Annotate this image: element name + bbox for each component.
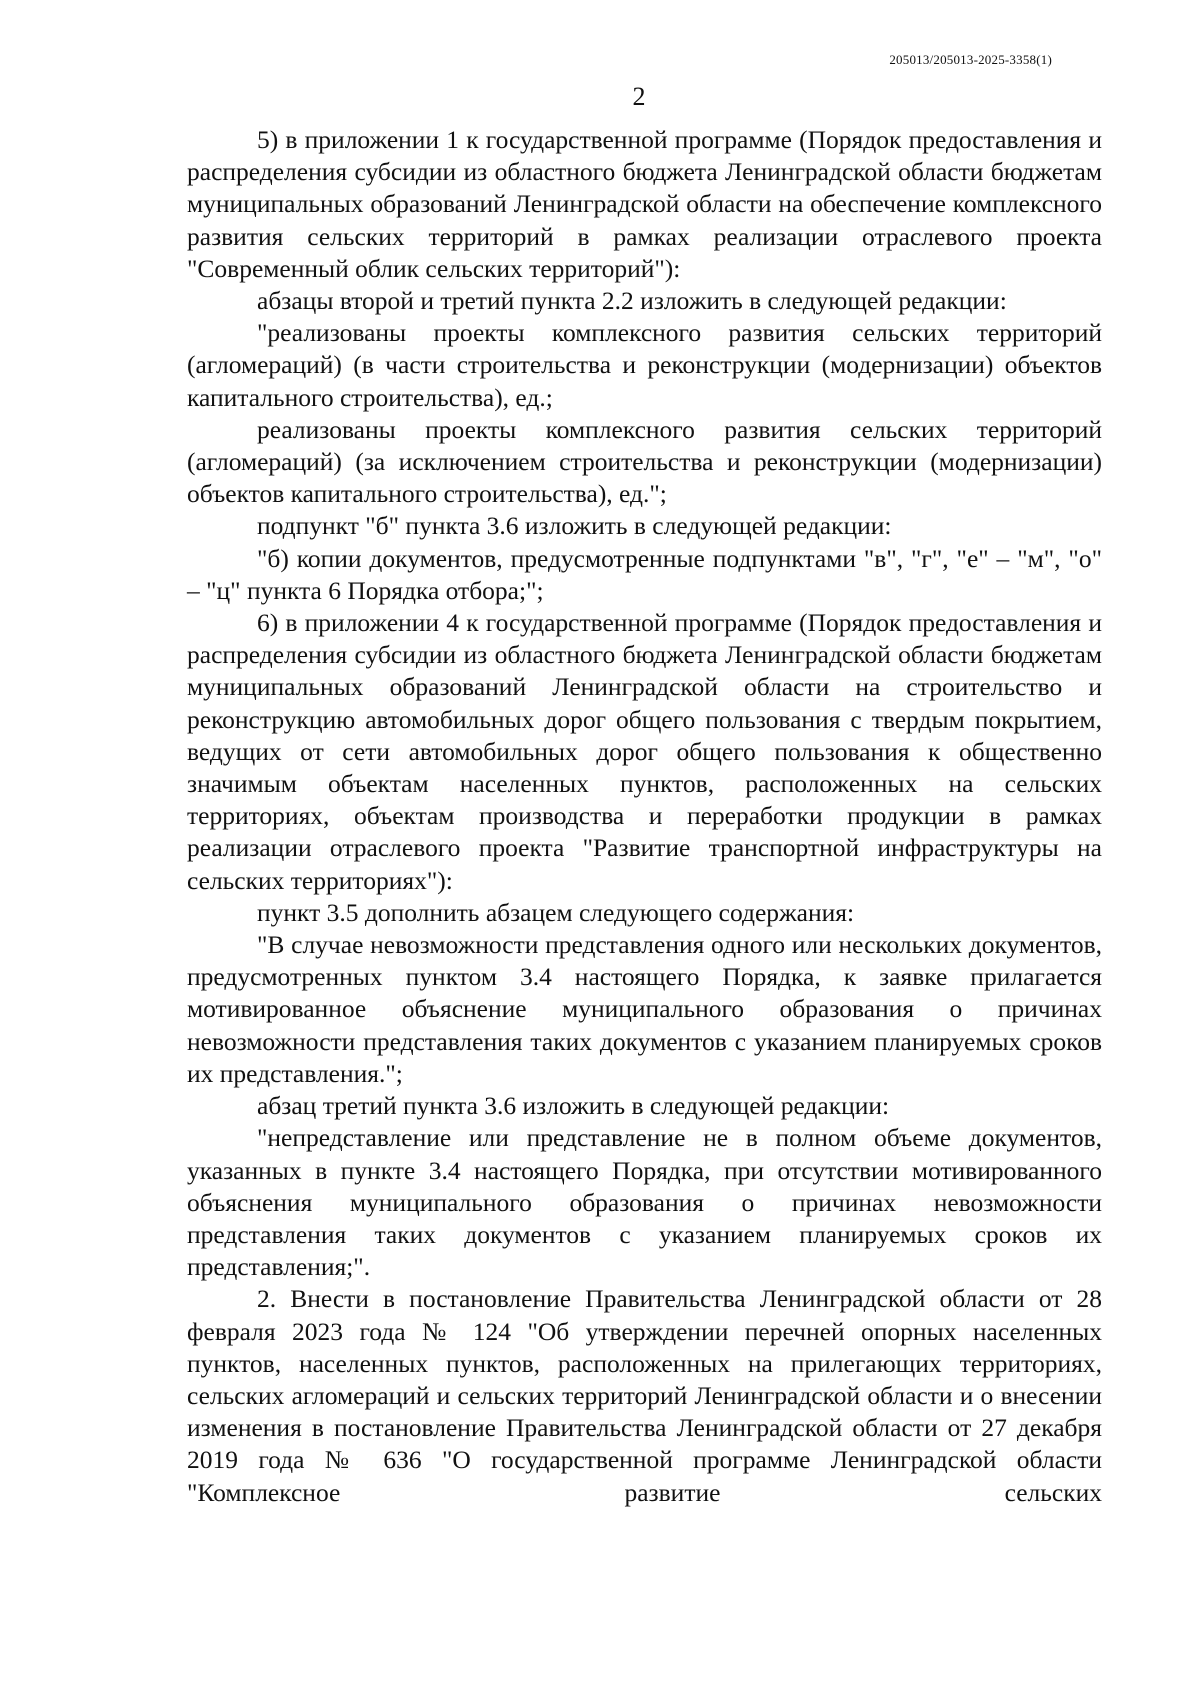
paragraph-quoted-text: реализованы проекты комплексного развития сельских территорий (агломераций) (за исключением строительства и реконструкции (модернизации) объектов капитального строительства), ед."; xyxy=(187,414,1102,509)
page-number: 2 xyxy=(632,82,646,111)
paragraph-point-3-5: пункт 3.5 дополнить абзацем следующего содержания: xyxy=(257,897,855,927)
paragraph-paragraphs-2-2: абзацы второй и третий пункта 2.2 изложить в следующей редакции: xyxy=(257,286,1007,316)
paragraph-quoted-text: "непредставление или представление не в полном объеме документов, указанных в пункте 3.4 настоящего Порядка, при отсутствии мотивированного объяснения муниципального образования о причинах невозможности представления таких документов с указанием планируемых сроков их представления;". xyxy=(187,1123,1102,1282)
paragraph-subitem-b-3-6: подпункт "б" пункта 3.6 изложить в следующей редакции: xyxy=(257,511,892,541)
document-body xyxy=(187,124,1102,1509)
paragraph-quoted-text: "В случае невозможности представления одного или нескольких документов, предусмотренных пунктом 3.4 настоящего Порядка, к заявке прилагается мотивированное объяснение муниципального образования о причинах невозможности представления таких документов с указанием планируемых сроков их представления."; xyxy=(187,930,1102,1088)
paragraph-section-2: 2. Внести в постановление Правительства Ленинградской области от 28 февраля 2023 года № 124 "Об утверждении перечней опорных населенных пунктов, населенных пунктов, расположенных на прилегающих территориях, сельских агломераций и сельских территорий Ленинградской области и о внесении изменения в постановление Правительства Ленинградской области от 27 декабря 2019 года № 636 "О государственной программе Ленинградской области "Комплексное развитие сельских xyxy=(187,1284,1102,1507)
paragraph-quoted-text: "б) копии документов, предусмотренные подпунктами "в", "г", "е" – "м", "о" – "ц" пункта 6 Порядка отбора;"; xyxy=(187,543,1102,605)
paragraph-quoted-text: "реализованы проекты комплексного развития сельских территорий (агломераций) (в части строительства и реконструкции (модернизации) объектов капитального строительства), ед.; xyxy=(187,318,1102,412)
paragraph-item-6: 6) в приложении 4 к государственной программе (Порядок предоставления и распределения субсидии из областного бюджета Ленинградской области бюджетам муниципальных образований Ленинградской области на строительство и реконструкцию автомобильных дорог общего пользования с твердым покрытием, ведущих от сети автомобильных дорог общего пользования к общественно значимым объектам населенных пунктов, расположенных на сельских территориях, объектам производства и переработки продукции в рамках реализации отраслевого проекта "Развитие транспортной инфраструктуры на сельских территориях"): xyxy=(187,608,1102,895)
paragraph-point-3-6: абзац третий пункта 3.6 изложить в следующей редакции: xyxy=(257,1091,890,1121)
paragraph-item-5: 5) в приложении 1 к государственной программе (Порядок предоставления и распределения субсидии из областного бюджета Ленинградской области бюджетам муниципальных образований Ленинградской области на обеспечение комплексного развития сельских территорий в рамках реализации отраслевого проекта "Современный облик сельских территорий"): xyxy=(187,125,1102,283)
document-id: 205013/205013-2025-3358(1) xyxy=(889,52,1052,67)
